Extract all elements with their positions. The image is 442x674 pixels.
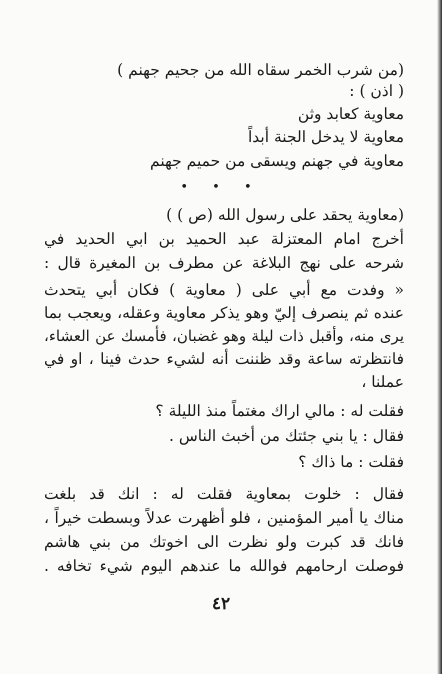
text-line-11: يرى منه، وأقبل ذات ليلة وهو غضبان، فأمسك عن العشاء،	[44, 327, 404, 345]
page-number: ٤٢	[211, 594, 231, 614]
text-line-2: ( اذن ) :	[349, 82, 404, 100]
poem-line-3: معاوية في جهنم ويسقى من حميم جهنم	[150, 152, 404, 170]
text-line-12: فانتظرته ساعة وقد ظننت أنه لشيء حدث فينا ، او في	[44, 350, 404, 368]
text-line-10: عنده ثم ينصرف إليّ وهو يذكر معاوية وعقله، ويعجب بما	[44, 304, 404, 322]
text-line-7: أخرج امام المعتزلة عبد الحميد بن ابي الحديد في	[44, 230, 404, 248]
dialogue-line-2: فقال : يا بني جئتك من أخبث الناس .	[169, 427, 404, 445]
text-line-9: « وفدت مع أبي على ( معاوية ) فكان أبي يتحدث	[44, 281, 404, 299]
poem-line-2: معاوية لا يدخل الجنة أبداً	[247, 128, 404, 146]
text-line-18: مناك يا أمير المؤمنين ، فلو أظهرت عدلاً وبسطت خيراً ،	[44, 509, 404, 527]
poem-line-1: معاوية كعابد وثن	[297, 105, 404, 123]
text-line-19: فانك قد كبرت ولو نظرت الى اخوتك من بني هاشم	[44, 533, 404, 551]
dialogue-line-3: فقلت : ما ذاك ؟	[298, 453, 404, 471]
text-line-20: فوصلت ارحامهم فوالله ما عندهم اليوم شيء تخافه .	[44, 557, 404, 575]
page-edge-shadow	[437, 0, 442, 674]
text-line-8: شرحه على نهج البلاغة عن مطرف بن المغيرة قال :	[44, 254, 404, 272]
dialogue-line-1: فقلت له : مالي اراك مغتماً منذ الليلة ؟	[155, 402, 404, 420]
section-heading: (معاوية يحقد على رسول الله (ص ) )	[166, 206, 404, 224]
section-separator: • • •	[180, 180, 262, 195]
text-line-1: (من شرب الخمر سقاه الله من جحيم جهنم )	[117, 61, 404, 79]
dialogue-line-4: فقال : خلوت بمعاوية فقلت له : انك قد بلغت	[44, 485, 404, 503]
text-line-13: عملنا ،	[361, 373, 404, 391]
